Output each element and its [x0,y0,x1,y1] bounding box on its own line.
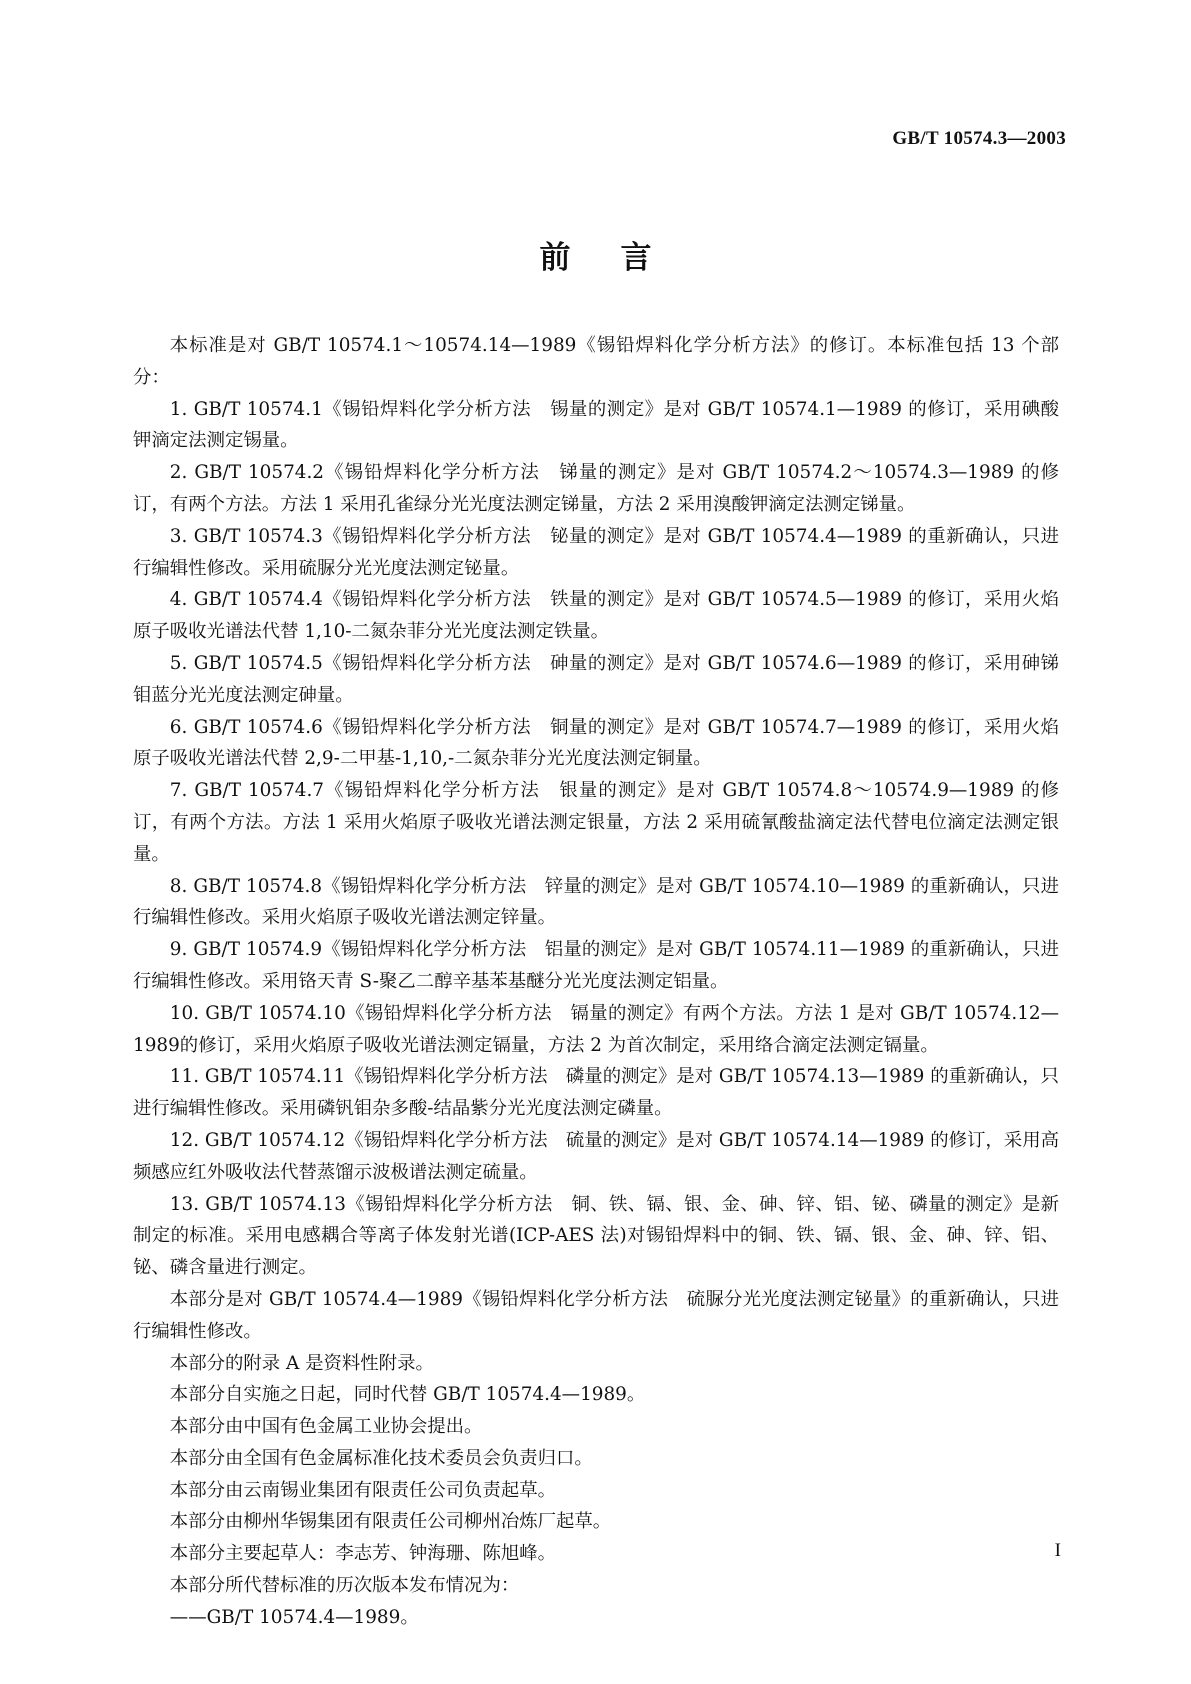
page-number: I [1054,1540,1061,1561]
drafter-paragraph-2: 本部分由柳州华锡集团有限责任公司柳州冶炼厂起草。 [169,1511,612,1533]
history-paragraph: 本部分所代替标准的历次版本发布情况为： [169,1575,520,1597]
reconfirmation-paragraph: 本部分是对 GB/T 10574.4—1989《锡铅焊料化学分析方法 硫脲分光光度法测定铋量》的重新确认，只进行编辑性修改。 [133,1288,1059,1342]
part-3-paragraph: 3. GB/T 10574.3《锡铅焊料化学分析方法 铋量的测定》是对 GB/T 10574.4—1989 的重新确认，只进行编辑性修改。采用硫脲分光光度法测定铋量。 [133,525,1059,579]
page-title: 前言 [539,240,702,276]
part-8-paragraph: 8. GB/T 10574.8《锡铅焊料化学分析方法 锌量的测定》是对 GB/T 10574.10—1989 的重新确认，只进行编辑性修改。采用火焰原子吸收光谱法测定锌量。 [133,875,1059,929]
part-13-paragraph: 13. GB/T 10574.13《锡铅焊料化学分析方法 铜、铁、镉、银、金、砷、锌、铝、铋、磷量的测定》是新制定的标准。采用电感耦合等离子体发射光谱(ICP-AES 法)对锡铅焊料中的铜、铁、镉、银、金、砷、锌、铝、铋、磷含量进行测定。 [133,1193,1059,1279]
part-1-paragraph: 1. GB/T 10574.1《锡铅焊料化学分析方法 锡量的测定》是对 GB/T 10574.1—1989 的修订，采用碘酸钾滴定法测定锡量。 [133,398,1059,452]
part-5-paragraph: 5. GB/T 10574.5《锡铅焊料化学分析方法 砷量的测定》是对 GB/T 10574.6—1989 的修订，采用砷锑钼蓝分光光度法测定砷量。 [133,652,1059,706]
part-10-paragraph: 10. GB/T 10574.10《锡铅焊料化学分析方法 镉量的测定》有两个方法。方法 1 是对 GB/T 10574.12—1989的修订，采用火焰原子吸收光谱法测定镉量，方法 2 为首次制定，采用络合滴定法测定镉量。 [133,1002,1059,1056]
appendix-paragraph: 本部分的附录 A 是资料性附录。 [169,1352,434,1374]
replacement-paragraph: 本部分自实施之日起，同时代替 GB/T 10574.4—1989。 [169,1384,646,1406]
administrator-paragraph: 本部分由全国有色金属标准化技术委员会负责归口。 [169,1447,593,1469]
part-9-paragraph: 9. GB/T 10574.9《锡铅焊料化学分析方法 铝量的测定》是对 GB/T 10574.11—1989 的重新确认，只进行编辑性修改。采用铬天青 S-聚乙二醇辛基苯基醚分光光度法测定铝量。 [133,939,1059,992]
drafter-paragraph-1: 本部分由云南锡业集团有限责任公司负责起草。 [169,1479,557,1501]
part-6-paragraph: 6. GB/T 10574.6《锡铅焊料化学分析方法 铜量的测定》是对 GB/T 10574.7—1989 的修订，采用火焰原子吸收光谱法代替 2,9-二甲基-1,10,-二氮杂菲分光光度法测定铜量。 [133,716,1059,770]
foreword-body [133,330,1059,1634]
standard-code: GB/T 10574.3—2003 [892,128,1066,149]
proposer-paragraph: 本部分由中国有色金属工业协会提出。 [169,1416,483,1438]
part-11-paragraph: 11. GB/T 10574.11《锡铅焊料化学分析方法 磷量的测定》是对 GB/T 10574.13—1989 的重新确认，只进行编辑性修改。采用磷钒钼杂多酸-结晶紫分光光度法测定磷量。 [133,1066,1059,1120]
part-2-paragraph: 2. GB/T 10574.2《锡铅焊料化学分析方法 锑量的测定》是对 GB/T 10574.2～10574.3—1989 的修订，有两个方法。方法 1 采用孔雀绿分光光度法测定锑量，方法 2 采用溴酸钾滴定法测定锑量。 [133,462,1059,515]
intro-paragraph: 本标准是对 GB/T 10574.1～10574.14—1989《锡铅焊料化学分析方法》的修订。本标准包括 13 个部分： [133,335,1059,388]
part-12-paragraph: 12. GB/T 10574.12《锡铅焊料化学分析方法 硫量的测定》是对 GB/T 10574.14—1989 的修订，采用高频感应红外吸收法代替蒸馏示波极谱法测定硫量。 [133,1129,1059,1183]
part-4-paragraph: 4. GB/T 10574.4《锡铅焊料化学分析方法 铁量的测定》是对 GB/T 10574.5—1989 的修订，采用火焰原子吸收光谱法代替 1,10-二氮杂菲分光光度法测定铁量。 [133,589,1059,643]
part-7-paragraph: 7. GB/T 10574.7《锡铅焊料化学分析方法 银量的测定》是对 GB/T 10574.8～10574.9—1989 的修订，有两个方法。方法 1 采用火焰原子吸收光谱法测定银量，方法 2 采用硫氰酸盐滴定法代替电位滴定法测定银量。 [133,780,1059,865]
history-item: ——GB/T 10574.4—1989。 [169,1606,419,1628]
main-drafters-paragraph: 本部分主要起草人：李志芳、钟海珊、陈旭峰。 [169,1543,557,1565]
